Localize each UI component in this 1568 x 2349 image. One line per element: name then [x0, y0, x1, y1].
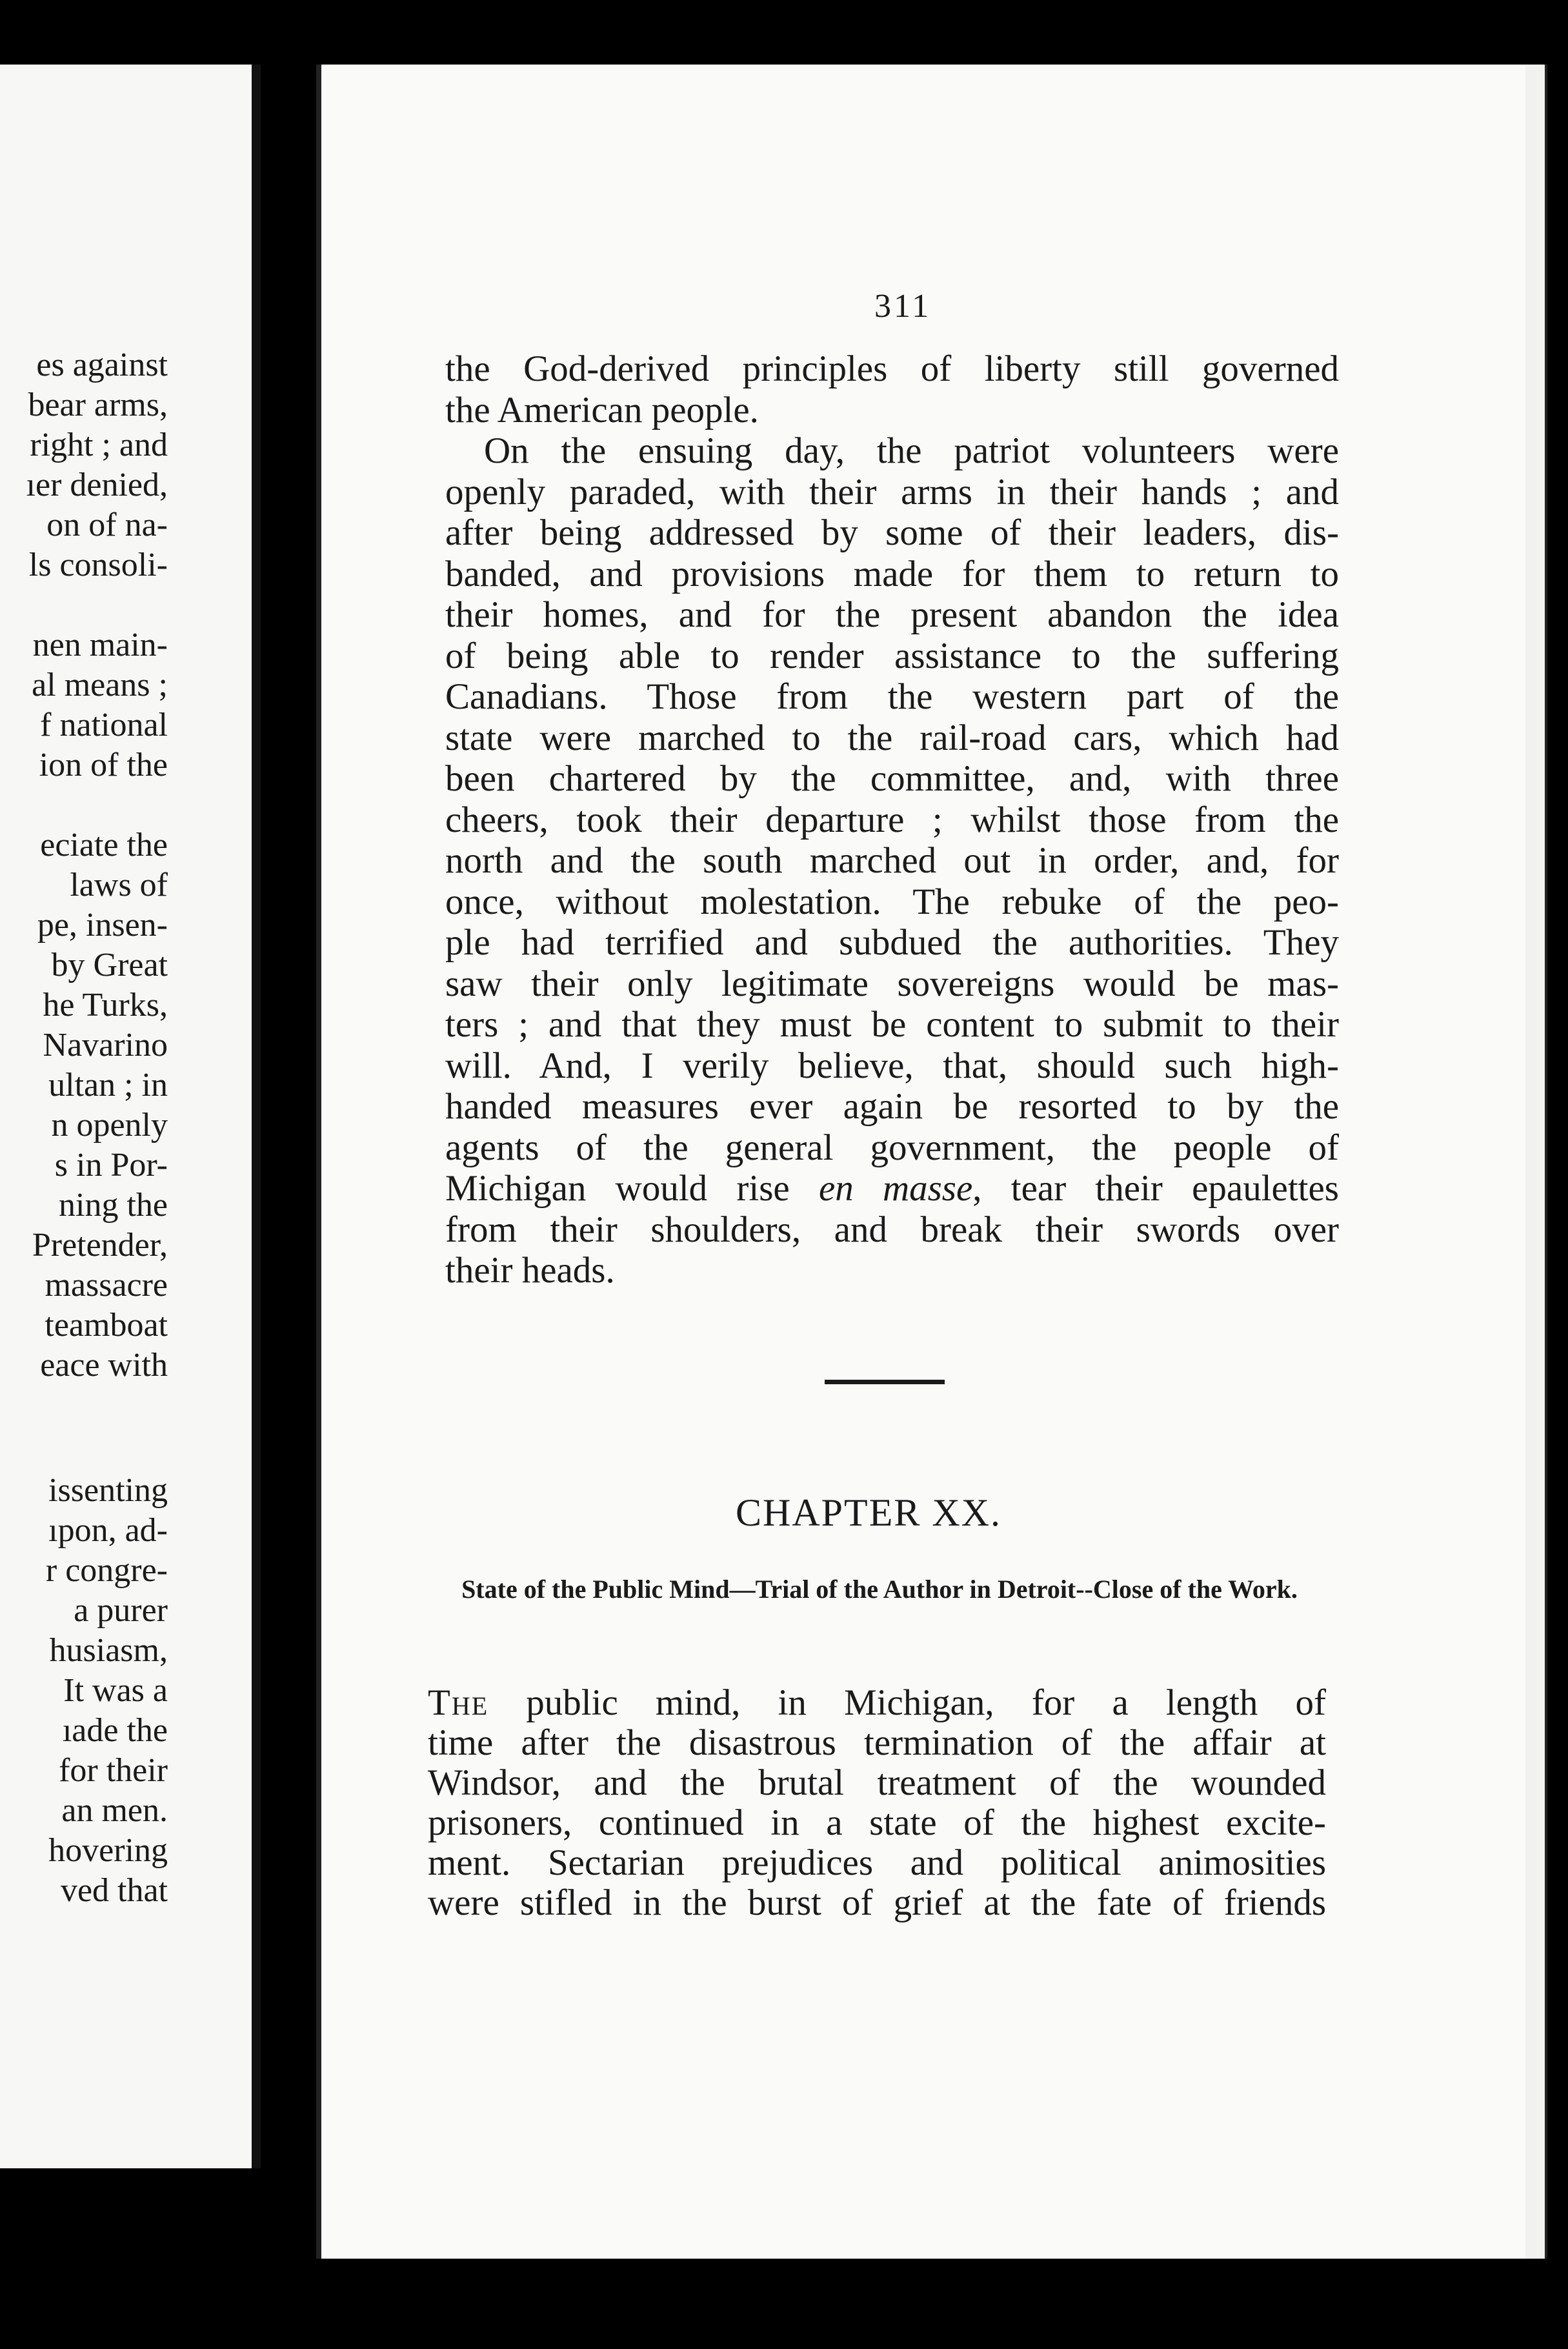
italic-phrase: en masse	[818, 1168, 973, 1209]
left-line: ıade the	[62, 1712, 168, 1749]
text-line: On the ensuing day, the patriot volunteers were	[484, 430, 1339, 471]
left-line: s in Por-	[54, 1147, 168, 1184]
text-line	[428, 1683, 1326, 1723]
page-number: 311	[874, 288, 932, 325]
text-line-with-italic	[445, 1168, 1339, 1209]
left-line: right ; and	[30, 427, 168, 463]
text-line: from their shoulders, and break their swords over	[445, 1209, 1339, 1250]
text-line: ters ; and that they must be content to submit to their	[445, 1004, 1339, 1045]
left-line: al means ;	[32, 667, 168, 703]
left-line: for their	[59, 1752, 168, 1789]
left-line: ultan ; in	[48, 1067, 168, 1104]
continuation-text	[445, 348, 1339, 1291]
text-line: once, without molestation. The rebuke of the peo-	[445, 881, 1339, 922]
text-segment: , tear their epaulettes	[972, 1168, 1339, 1209]
text-line: their homes, and for the present abandon the idea	[445, 594, 1339, 635]
text-line: their heads.	[445, 1250, 615, 1291]
text-line: banded, and provisions made for them to return to	[445, 553, 1339, 594]
left-line: It was a	[63, 1672, 168, 1709]
text-segment: Michigan would rise	[445, 1168, 819, 1209]
left-line: a purer	[74, 1592, 168, 1629]
left-line: teamboat	[45, 1307, 168, 1344]
left-line: Navarino	[43, 1027, 168, 1064]
text-line: were stifled in the burst of grief at the fate of friends	[428, 1882, 1326, 1923]
left-line: bear arms,	[28, 387, 168, 423]
left-line: ls consoli-	[28, 547, 168, 583]
text-line: the God-derived principles of liberty still governed	[445, 348, 1339, 389]
left-line: by Great	[51, 947, 168, 983]
chapter-body-text	[428, 1683, 1326, 1923]
text-line: cheers, took their departure ; whilst those from the	[445, 799, 1339, 840]
left-line: r congre-	[45, 1552, 168, 1589]
chapter-summary: State of the Public Mind—Trial of the Author in Detroit--Close of the Work.	[461, 1575, 1298, 1604]
text-line: state were marched to the rail-road cars, which had	[445, 717, 1339, 758]
text-line: ment. Sectarian prejudices and political animosities	[428, 1842, 1326, 1883]
left-line: laws of	[70, 867, 168, 903]
left-line: nen main-	[32, 627, 168, 663]
text-line: time after the disastrous termination of the affair at	[428, 1722, 1326, 1763]
text-line: of being able to render assistance to the suffering	[445, 635, 1339, 676]
left-line: ıpon, ad-	[48, 1512, 168, 1549]
left-line: ning the	[59, 1187, 168, 1224]
left-line: hovering	[48, 1832, 168, 1869]
text-line: saw their only legitimate sovereigns would be mas-	[445, 963, 1339, 1004]
chapter-heading: CHAPTER XX.	[736, 1491, 1002, 1534]
left-line: n openly	[51, 1107, 168, 1144]
text-line: will. And, I verily believe, that, should such high-	[445, 1045, 1339, 1086]
left-page	[0, 65, 261, 2168]
text-line: the American people.	[445, 389, 759, 430]
text-line: Canadians. Those from the western part of the	[445, 676, 1339, 717]
text-line: agents of the general government, the people of	[445, 1127, 1339, 1168]
left-line: eace with	[40, 1347, 168, 1384]
text-line: been chartered by the committee, and, with three	[445, 758, 1339, 799]
left-line: f national	[40, 707, 168, 743]
opening-word: The	[428, 1682, 489, 1723]
text-segment: public mind, in Michigan, for a length of	[488, 1682, 1326, 1723]
left-line: ved that	[60, 1872, 168, 1909]
left-line: husiasm,	[49, 1632, 168, 1669]
left-line: an men.	[61, 1792, 168, 1829]
left-line: massacre	[45, 1267, 168, 1304]
left-line: ion of the	[39, 747, 168, 783]
text-line: ple had terrified and subdued the authorities. They	[445, 922, 1339, 963]
text-line: after being addressed by some of their leaders, dis-	[445, 512, 1339, 553]
left-line: es against	[36, 347, 168, 383]
left-line: issenting	[48, 1472, 168, 1509]
left-line: Pretender,	[32, 1227, 168, 1264]
left-line: on of na-	[46, 507, 168, 543]
text-line: north and the south marched out in order, and, for	[445, 840, 1339, 881]
left-line: he Turks,	[43, 987, 168, 1023]
left-line: ıer denied,	[26, 467, 168, 503]
text-line: Windsor, and the brutal treatment of the wounded	[428, 1762, 1326, 1803]
left-line: eciate the	[40, 827, 168, 863]
text-line: openly paraded, with their arms in their hands ; and	[445, 471, 1339, 512]
text-line: handed measures ever again be resorted to by the	[445, 1086, 1339, 1127]
text-line: prisoners, continued in a state of the highest excite-	[428, 1802, 1326, 1843]
section-divider	[825, 1380, 945, 1384]
left-line: pe, insen-	[37, 907, 168, 943]
